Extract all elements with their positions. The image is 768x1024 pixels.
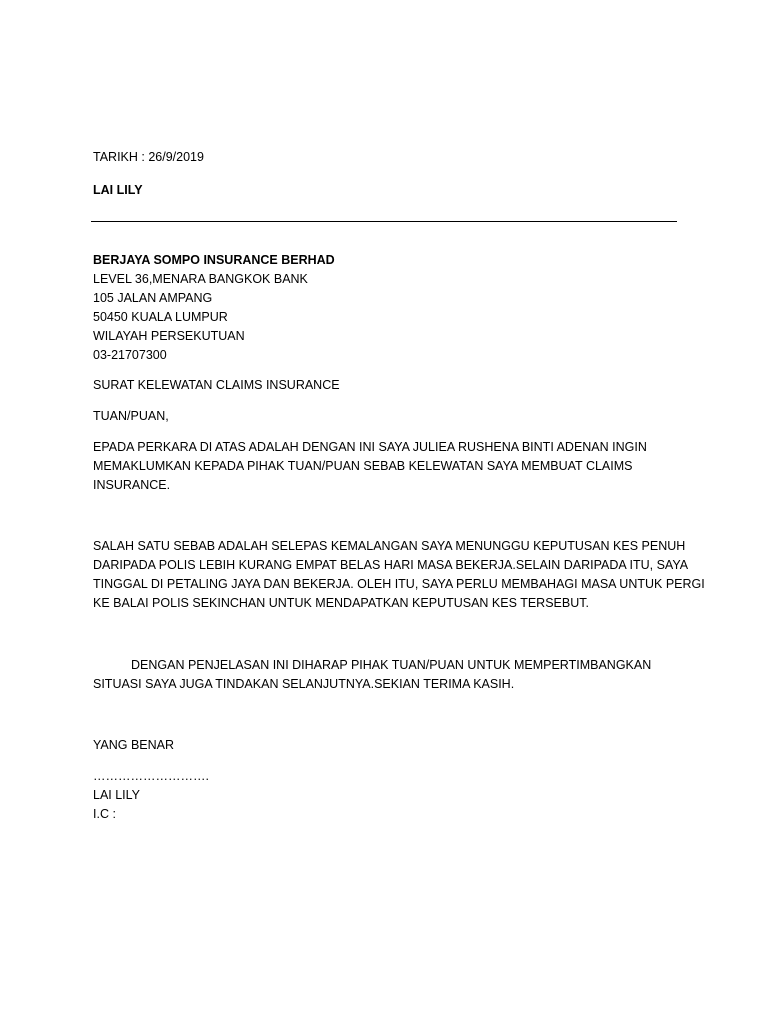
sender-name: LAI LILY <box>93 183 143 197</box>
paragraph-line: DENGAN PENJELASAN INI DIHARAP PIHAK TUAN/PUAN UNTUK MEMPERTIMBANGKAN <box>131 658 652 672</box>
valediction: YANG BENAR <box>93 738 175 752</box>
recipient-address-line: WILAYAH PERSEKUTUAN <box>93 329 245 343</box>
letter-subject: SURAT KELEWATAN CLAIMS INSURANCE <box>93 378 340 392</box>
recipient-address-line: 105 JALAN AMPANG <box>93 291 213 305</box>
paragraph-line: SALAH SATU SEBAB ADALAH SELEPAS KEMALANGAN SAYA MENUNGGU KEPUTUSAN KES PENUH <box>93 539 686 553</box>
ic-label: I.C : <box>93 807 116 821</box>
paragraph-line: TINGGAL DI PETALING JAYA DAN BEKERJA. OLEH ITU, SAYA PERLU MEMBAHAGI MASA UNTUK PERGI <box>93 577 705 591</box>
recipient-address-line: 50450 KUALA LUMPUR <box>93 310 228 324</box>
paragraph-line: KE BALAI POLIS SEKINCHAN UNTUK MENDAPATKAN KEPUTUSAN KES TERSEBUT. <box>93 596 589 610</box>
paragraph-line: INSURANCE. <box>93 478 171 492</box>
paragraph-line: MEMAKLUMKAN KEPADA PIHAK TUAN/PUAN SEBAB KELEWATAN SAYA MEMBUAT CLAIMS <box>93 459 633 473</box>
paragraph-line: SITUASI SAYA JUGA TINDAKAN SELANJUTNYA.SEKIAN TERIMA KASIH. <box>93 677 515 691</box>
signature-line: ………………………. <box>93 769 209 783</box>
paragraph-line: EPADA PERKARA DI ATAS ADALAH DENGAN INI SAYA JULIEA RUSHENA BINTI ADENAN INGIN <box>93 440 647 454</box>
letter-salutation: TUAN/PUAN, <box>93 409 169 423</box>
divider-line <box>91 221 677 222</box>
signatory-name: LAI LILY <box>93 788 141 802</box>
date-line: TARIKH : 26/9/2019 <box>93 150 204 164</box>
paragraph-2 <box>93 537 705 613</box>
recipient-phone: 03-21707300 <box>93 348 167 362</box>
recipient-address-line: LEVEL 36,MENARA BANGKOK BANK <box>93 272 308 286</box>
recipient-company: BERJAYA SOMPO INSURANCE BERHAD <box>93 253 335 267</box>
paragraph-1 <box>93 438 683 495</box>
paragraph-line: DARIPADA POLIS LEBIH KURANG EMPAT BELAS HARI MASA BEKERJA.SELAIN DARIPADA ITU, SAYA <box>93 558 689 572</box>
paragraph-3 <box>93 656 683 694</box>
